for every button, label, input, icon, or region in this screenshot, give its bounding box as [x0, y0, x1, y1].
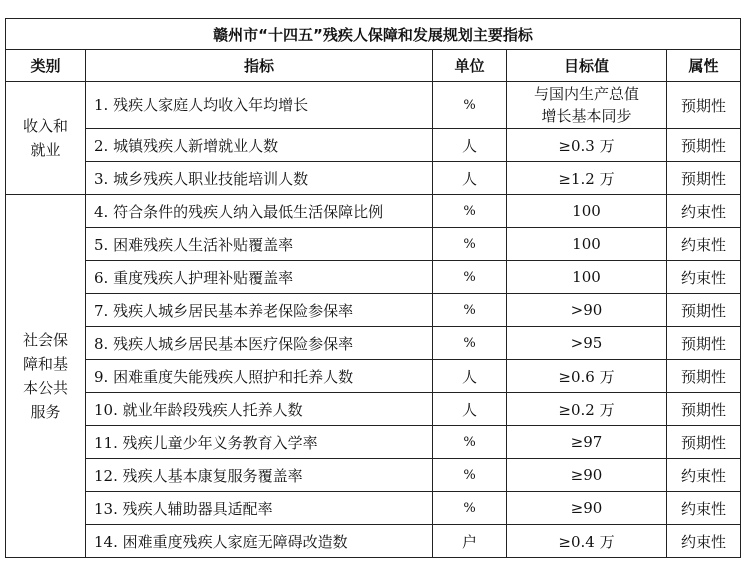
table-row — [6, 426, 741, 459]
table-row — [6, 360, 741, 393]
table-row — [6, 294, 741, 327]
title-row — [6, 19, 741, 50]
indicator-cell: 5. 困难残疾人生活补贴覆盖率 — [86, 228, 433, 261]
attribute-cell: 预期性 — [667, 129, 741, 162]
attribute-cell: 预期性 — [667, 327, 741, 360]
table-row — [6, 525, 741, 558]
target-cell: 100 — [507, 228, 667, 261]
table-row — [6, 261, 741, 294]
indicator-table — [5, 18, 741, 558]
table-row — [6, 327, 741, 360]
indicator-cell: 14. 困难重度残疾人家庭无障碍改造数 — [86, 525, 433, 558]
table-row — [6, 228, 741, 261]
header-attribute: 属性 — [667, 50, 741, 82]
attribute-cell: 预期性 — [667, 426, 741, 459]
category-social-security: 社会保 障和基 本公共 服务 — [6, 195, 86, 558]
table-row — [6, 82, 741, 129]
target-cell: ≥90 — [507, 492, 667, 525]
indicator-table-container — [5, 18, 741, 558]
unit-cell: % — [433, 228, 507, 261]
indicator-cell: 11. 残疾儿童少年义务教育入学率 — [86, 426, 433, 459]
unit-cell: 人 — [433, 162, 507, 195]
header-unit: 单位 — [433, 50, 507, 82]
unit-cell: 户 — [433, 525, 507, 558]
attribute-cell: 预期性 — [667, 162, 741, 195]
unit-cell: 人 — [433, 129, 507, 162]
target-cell: ≥0.2 万 — [507, 393, 667, 426]
indicator-cell: 8. 残疾人城乡居民基本医疗保险参保率 — [86, 327, 433, 360]
target-cell: >95 — [507, 327, 667, 360]
target-cell: ≥0.6 万 — [507, 360, 667, 393]
attribute-cell: 约束性 — [667, 261, 741, 294]
table-title: 赣州市“十四五”残疾人保障和发展规划主要指标 — [6, 19, 741, 50]
attribute-cell: 预期性 — [667, 294, 741, 327]
unit-cell: % — [433, 459, 507, 492]
unit-cell: 人 — [433, 393, 507, 426]
indicator-cell: 9. 困难重度失能残疾人照护和托养人数 — [86, 360, 433, 393]
unit-cell: % — [433, 492, 507, 525]
category-income-employment: 收入和 就业 — [6, 82, 86, 195]
unit-cell: % — [433, 261, 507, 294]
attribute-cell: 预期性 — [667, 82, 741, 129]
unit-cell: 人 — [433, 360, 507, 393]
target-cell: ≥0.3 万 — [507, 129, 667, 162]
target-cell: ≥0.4 万 — [507, 525, 667, 558]
target-cell: ≥90 — [507, 459, 667, 492]
unit-cell: % — [433, 82, 507, 129]
header-category: 类别 — [6, 50, 86, 82]
attribute-cell: 预期性 — [667, 393, 741, 426]
attribute-cell: 约束性 — [667, 525, 741, 558]
target-cell: >90 — [507, 294, 667, 327]
attribute-cell: 预期性 — [667, 360, 741, 393]
indicator-cell: 13. 残疾人辅助器具适配率 — [86, 492, 433, 525]
unit-cell: % — [433, 327, 507, 360]
indicator-cell: 3. 城乡残疾人职业技能培训人数 — [86, 162, 433, 195]
attribute-cell: 约束性 — [667, 228, 741, 261]
target-cell: 100 — [507, 195, 667, 228]
attribute-cell: 约束性 — [667, 195, 741, 228]
unit-cell: % — [433, 195, 507, 228]
unit-cell: % — [433, 426, 507, 459]
indicator-cell: 4. 符合条件的残疾人纳入最低生活保障比例 — [86, 195, 433, 228]
indicator-cell: 10. 就业年龄段残疾人托养人数 — [86, 393, 433, 426]
table-row — [6, 393, 741, 426]
header-row — [6, 50, 741, 82]
indicator-cell: 1. 残疾人家庭人均收入年均增长 — [86, 82, 433, 129]
target-cell: ≥97 — [507, 426, 667, 459]
unit-cell: % — [433, 294, 507, 327]
indicator-cell: 12. 残疾人基本康复服务覆盖率 — [86, 459, 433, 492]
attribute-cell: 约束性 — [667, 492, 741, 525]
table-row — [6, 162, 741, 195]
target-cell: ≥1.2 万 — [507, 162, 667, 195]
header-indicator: 指标 — [86, 50, 433, 82]
table-row — [6, 129, 741, 162]
table-row — [6, 459, 741, 492]
indicator-cell: 7. 残疾人城乡居民基本养老保险参保率 — [86, 294, 433, 327]
target-cell: 与国内生产总值 增长基本同步 — [507, 82, 667, 129]
indicator-cell: 2. 城镇残疾人新增就业人数 — [86, 129, 433, 162]
table-row — [6, 195, 741, 228]
target-cell: 100 — [507, 261, 667, 294]
indicator-cell: 6. 重度残疾人护理补贴覆盖率 — [86, 261, 433, 294]
table-row — [6, 492, 741, 525]
attribute-cell: 约束性 — [667, 459, 741, 492]
header-target: 目标值 — [507, 50, 667, 82]
